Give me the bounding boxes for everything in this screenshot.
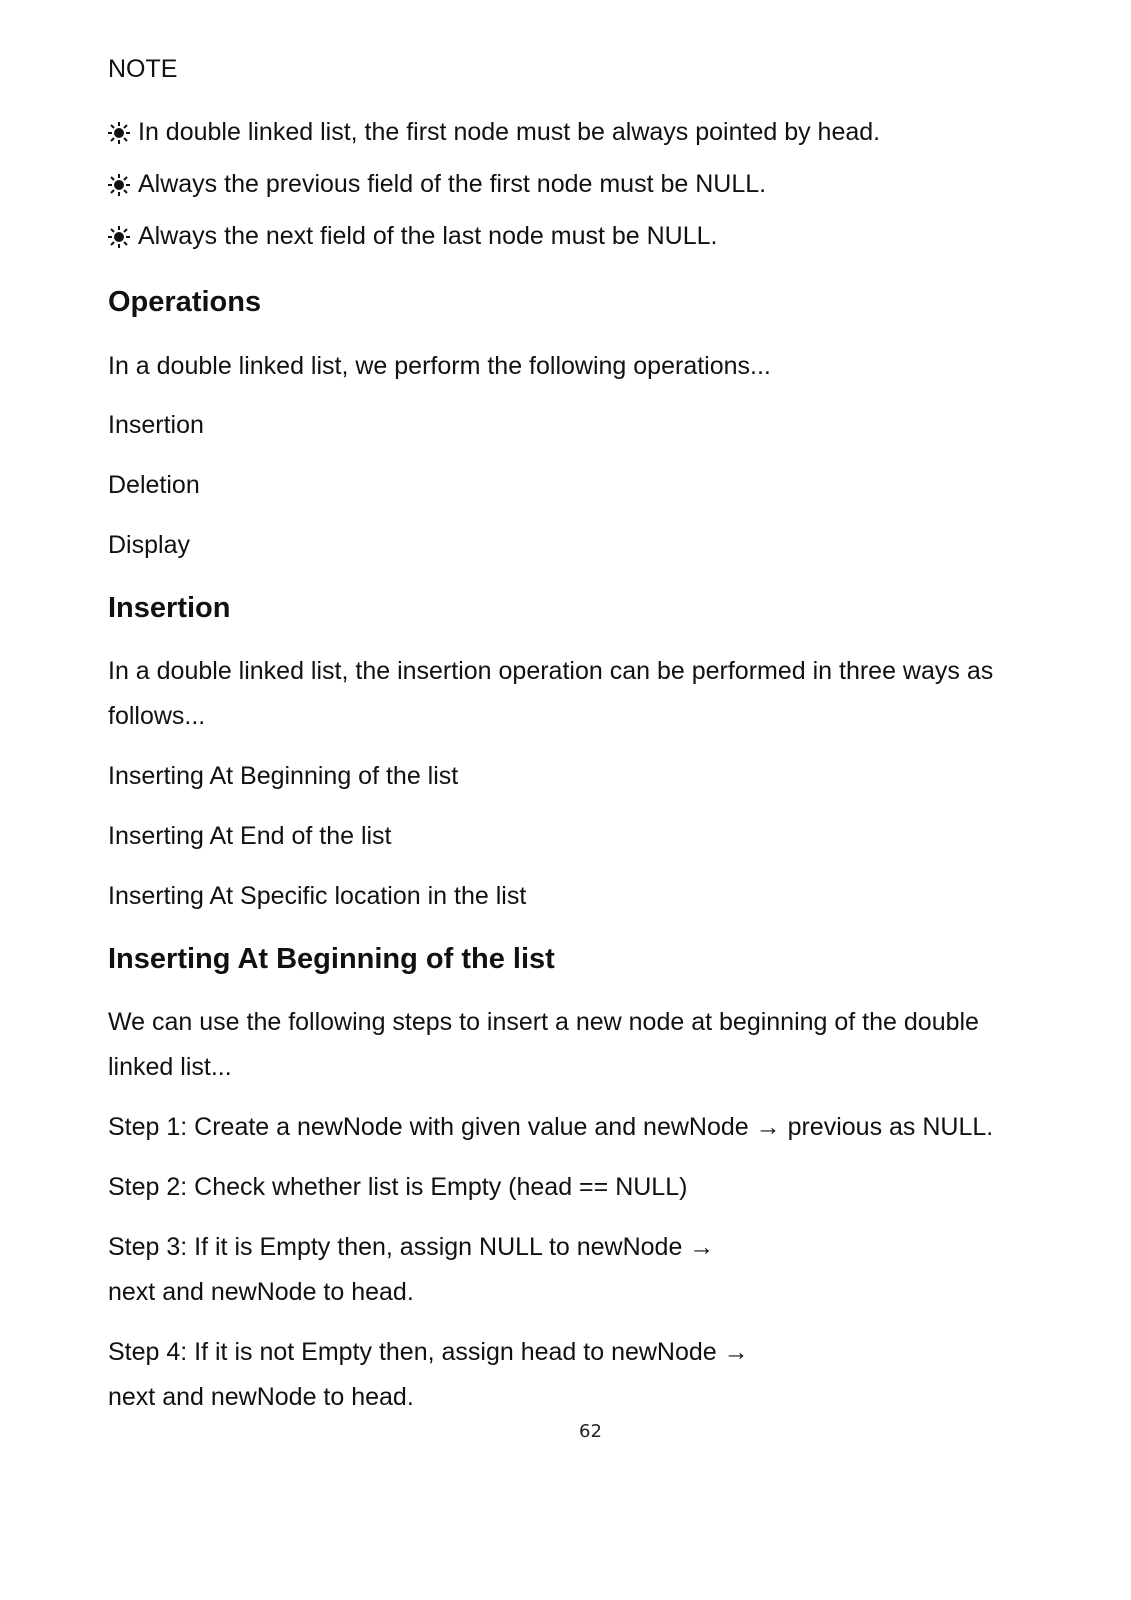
step-4-continued: next and newNode to head. <box>108 1383 414 1411</box>
insertion-heading: Insertion <box>108 592 231 624</box>
operations-intro: In a double linked list, we perform the following operations... <box>108 352 771 380</box>
page-number: 62 <box>579 1421 602 1442</box>
step-4: Step 4: If it is not Empty then, assign head to newNode → <box>108 1338 749 1366</box>
beginning-heading: Inserting At Beginning of the list <box>108 943 555 975</box>
insertion-way-item: Inserting At Specific location in the list <box>108 882 527 910</box>
operation-item: Deletion <box>108 471 200 499</box>
note-item-text: In double linked list, the first node must be always pointed by head. <box>138 118 881 146</box>
insertion-way-item: Inserting At End of the list <box>108 822 392 850</box>
step-2: Step 2: Check whether list is Empty (head == NULL) <box>108 1173 688 1201</box>
insertion-intro: In a double linked list, the insertion operation can be performed in three ways as <box>108 657 994 685</box>
step-3: Step 3: If it is Empty then, assign NULL to newNode → <box>108 1233 715 1261</box>
operations-heading: Operations <box>108 286 262 318</box>
sun-bullet-icon <box>108 226 130 248</box>
insertion-intro: follows... <box>108 702 206 730</box>
note-item <box>108 117 880 147</box>
note-item-text: Always the previous field of the first node must be NULL. <box>138 170 767 198</box>
note-item <box>108 169 766 199</box>
sun-bullet-icon <box>108 174 130 196</box>
operation-item: Display <box>108 531 190 559</box>
step-3-continued: next and newNode to head. <box>108 1278 414 1306</box>
operation-item: Insertion <box>108 411 204 439</box>
beginning-intro: linked list... <box>108 1053 232 1081</box>
step-1: Step 1: Create a newNode with given value and newNode → previous as NULL. <box>108 1113 994 1141</box>
note-heading: NOTE <box>108 55 178 83</box>
note-item <box>108 221 717 251</box>
sun-bullet-icon <box>108 122 130 144</box>
note-item-text: Always the next field of the last node must be NULL. <box>138 222 718 250</box>
beginning-intro: We can use the following steps to insert a new node at beginning of the double <box>108 1008 979 1036</box>
insertion-way-item: Inserting At Beginning of the list <box>108 762 459 790</box>
